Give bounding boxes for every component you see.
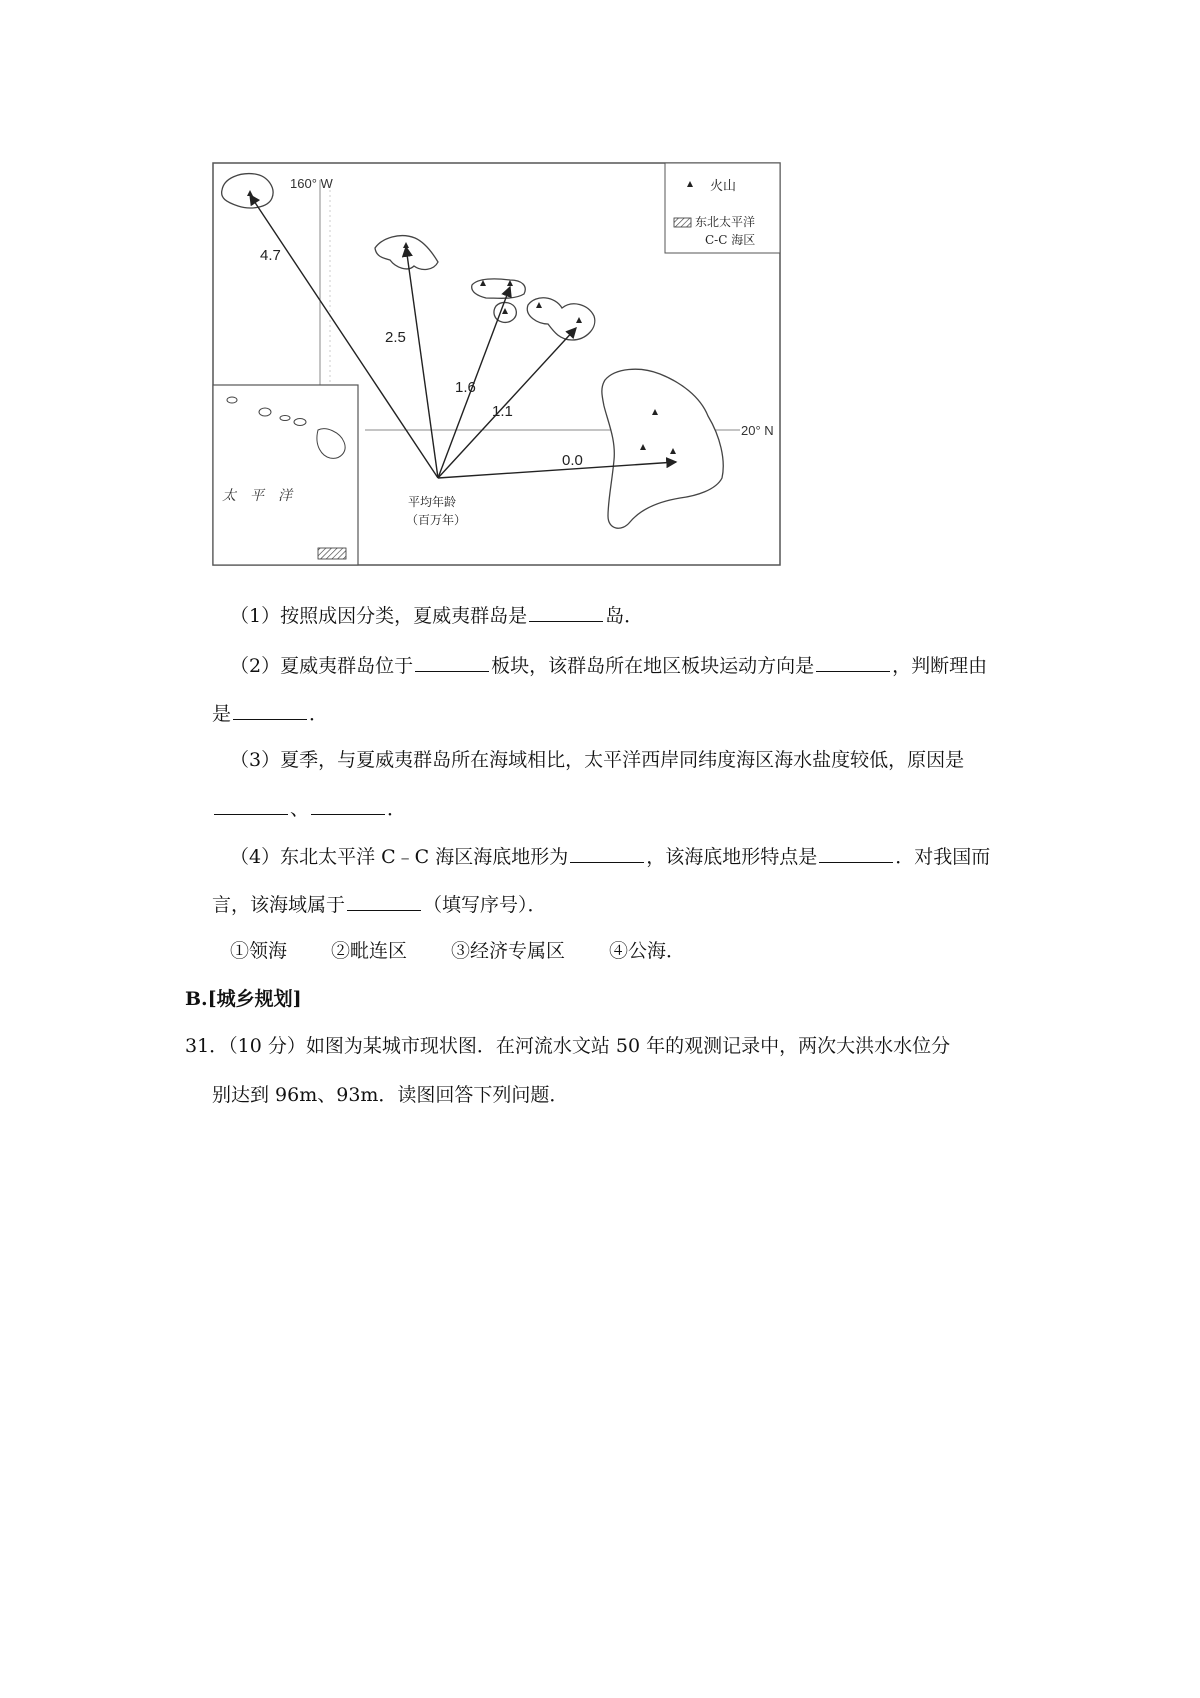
question-4: [230, 842, 990, 871]
answer-blank[interactable]: [816, 651, 890, 672]
inset-hatch: [318, 548, 346, 559]
q2-text-c: ，判断理由: [892, 655, 988, 677]
option-2: ②毗连区: [331, 940, 408, 962]
q4-text-a: （4）东北太平洋 C﹣C 海区海底地形为: [230, 846, 569, 868]
q4-text-c: ．对我国而: [895, 846, 991, 868]
hawaii-map: [210, 160, 785, 570]
option-3: ③经济专属区: [451, 940, 566, 962]
option-1: ①领海: [230, 940, 288, 962]
question-3-cont: [212, 794, 406, 823]
q1-tail: 岛．: [605, 605, 644, 627]
q4-text-b: ，该海底地形特点是: [646, 846, 818, 868]
q4-text-d: 言，该海域属于: [212, 894, 346, 916]
answer-blank[interactable]: [570, 842, 644, 863]
age-label-0-0: 0.0: [562, 452, 583, 469]
island-molokai: [472, 279, 526, 298]
legend-zone-line2: C-C 海区: [705, 233, 756, 247]
answer-blank[interactable]: [415, 651, 489, 672]
answer-blank[interactable]: [214, 794, 288, 815]
answer-blank[interactable]: [233, 699, 307, 720]
inset-map: [213, 385, 358, 565]
question-2-cont: [212, 699, 328, 728]
q4-text-e: （填写序号）．: [423, 894, 547, 916]
age-label-1-6: 1.6: [455, 379, 476, 396]
section-heading: B.[城乡规划]: [185, 988, 302, 1010]
answer-blank[interactable]: [819, 842, 893, 863]
q3-end: ．: [387, 798, 407, 820]
question-3: [230, 746, 964, 774]
question-2: [230, 651, 987, 680]
hatch-icon: [674, 218, 691, 227]
options-row: [230, 937, 685, 965]
legend-volcano: 火山: [710, 179, 737, 194]
island-kauai: [222, 174, 273, 208]
question-4-cont: [212, 890, 547, 919]
island-maui: [527, 298, 594, 340]
q2-text-e: ．: [309, 703, 329, 725]
q3-text: （3）夏季，与夏威夷群岛所在海域相比，太平洋西岸同纬度海区海水盐度较低，原因是: [230, 749, 965, 771]
q2-text-b: 板块，该群岛所在地区板块运动方向是: [491, 655, 815, 677]
question-31: 31．（10 分）如图为某城市现状图．在河流水文站 50 年的观测记录中，两次大洪水水位分: [185, 1035, 951, 1057]
q3-sep: 、: [290, 798, 310, 820]
q1-text: （1）按照成因分类，夏威夷群岛是: [230, 605, 528, 627]
age-label-2-5: 2.5: [385, 329, 406, 346]
question-1: [230, 601, 643, 630]
question-31-cont: 别达到 96m、93m．读图回答下列问题．: [212, 1084, 569, 1106]
q2-text-a: （2）夏威夷群岛位于: [230, 655, 414, 677]
longitude-label: 160° W: [290, 176, 333, 191]
age-label-4-7: 4.7: [260, 247, 281, 264]
arrow-2-5: [406, 247, 438, 478]
answer-blank[interactable]: [347, 890, 421, 911]
inset-ocean-label: 太 平 洋: [222, 488, 292, 504]
legend-zone-line1: 东北太平洋: [695, 215, 756, 229]
answer-blank[interactable]: [529, 601, 603, 622]
option-4: ④公海．: [609, 940, 686, 962]
latitude-label: 20° N: [741, 423, 774, 438]
age-caption-line1: 平均年龄: [408, 495, 457, 509]
island-hawaii: [602, 369, 723, 528]
age-caption-line2: （百万年）: [406, 513, 467, 527]
answer-blank[interactable]: [311, 794, 385, 815]
q2-text-d: 是: [212, 703, 232, 725]
age-label-1-1: 1.1: [492, 403, 513, 420]
